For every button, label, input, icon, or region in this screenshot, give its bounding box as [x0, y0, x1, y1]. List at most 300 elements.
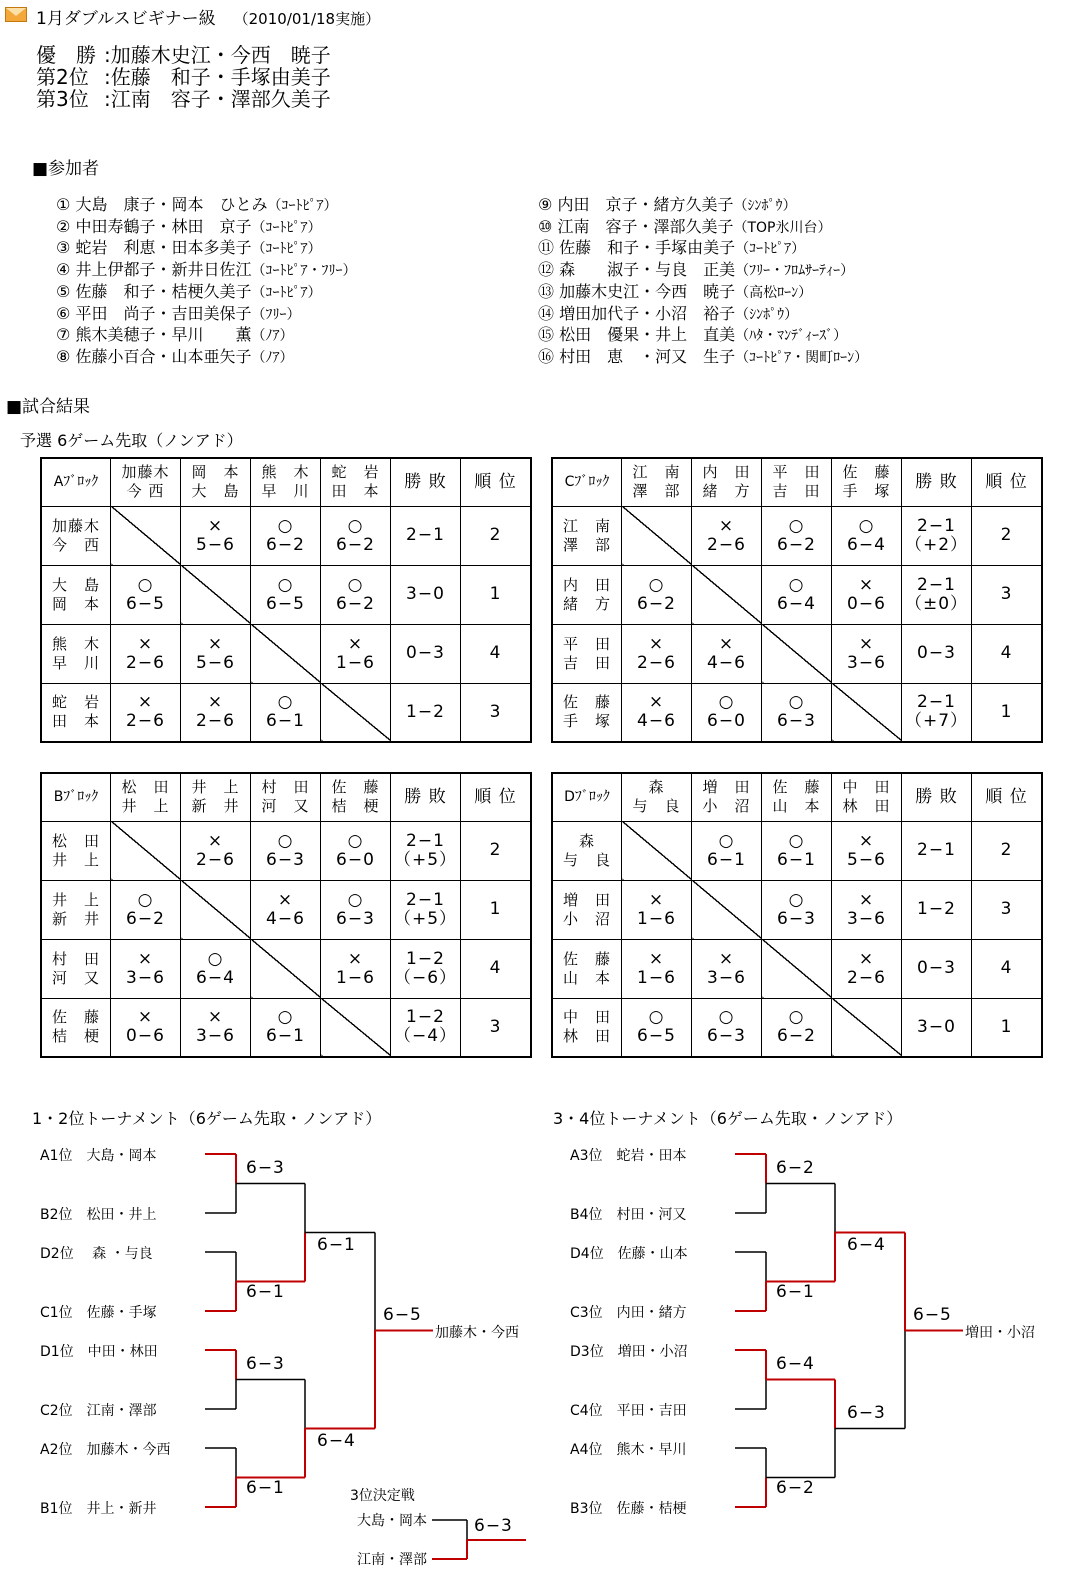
row-label-line2: 吉 田 — [562, 653, 611, 672]
team-header-line1: 増 田 — [702, 778, 751, 797]
third-place-entry: 大島・岡本 — [357, 1513, 427, 1529]
participant-number: ③ — [56, 238, 76, 258]
result-mark: × — [137, 633, 154, 654]
participants-heading: ■参加者 — [32, 159, 100, 179]
winner-names: 佐藤 和子・手塚由美子 — [110, 65, 331, 89]
result-score: 6−2 — [336, 593, 375, 614]
row-label-line1: 大 島 — [51, 575, 100, 594]
record-value: 3−0 — [917, 1016, 956, 1037]
result-mark: ○ — [347, 515, 364, 536]
result-mark: ○ — [277, 1007, 294, 1028]
team-header-line1: 蛇 岩 — [331, 463, 380, 482]
row-label-line1: 村 田 — [51, 949, 100, 968]
participant-number: ⑥ — [56, 303, 76, 323]
participant-names: 加藤木史江・今西 暁子 — [559, 281, 736, 301]
result-score: 6−2 — [266, 534, 305, 555]
participant-club: （ｺｰﾄﾋﾟｱ・関町ﾛｰﾝ） — [735, 349, 869, 366]
participant-names: 熊木美穂子・早川 薫 — [75, 325, 252, 345]
result-mark: ○ — [718, 1007, 735, 1028]
winner-rank: 第2位 — [36, 65, 89, 89]
result-mark: × — [718, 515, 735, 536]
record-value: 1−2 — [406, 701, 445, 722]
result-score: 1−6 — [637, 908, 676, 929]
bracket-champion: 加藤木・今西 — [435, 1324, 519, 1341]
team-header-line2: 与 良 — [632, 797, 681, 816]
block-name: Bﾌﾞﾛｯｸ — [41, 773, 111, 821]
winner-colon: : — [104, 43, 111, 67]
bracket-entry: A4位 熊木・早川 — [570, 1442, 687, 1458]
row-label-line2: 田 本 — [51, 712, 100, 731]
record-diff: （+5） — [393, 908, 458, 929]
team-header-line1: 内 田 — [702, 463, 751, 482]
third-place-entry: 江南・澤部 — [357, 1552, 427, 1568]
team-header-line1: 佐 藤 — [772, 778, 821, 797]
rank-cell: 2 — [972, 506, 1043, 565]
bracket-entry: C2位 江南・澤部 — [40, 1403, 157, 1419]
bracket-score: 6−5 — [383, 1304, 422, 1325]
participant-number: ⑩ — [538, 216, 558, 236]
participant-club: （ｺｰﾄﾋﾟｱ） — [251, 241, 322, 258]
result-score: 6−2 — [126, 908, 165, 929]
rank-cell: 4 — [461, 939, 532, 998]
bracket-entry: A2位 加藤木・今西 — [40, 1442, 171, 1458]
participant-number: ① — [56, 195, 76, 214]
bracket-score: 6−1 — [246, 1281, 285, 1302]
result-score: 3−6 — [847, 652, 886, 673]
result-mark: ○ — [277, 830, 294, 851]
winner-colon: : — [104, 87, 111, 111]
result-mark: × — [347, 948, 364, 969]
participant-club: （ﾌﾘｰ） — [251, 306, 301, 323]
participant-number: ⑬ — [538, 281, 560, 301]
result-mark: ○ — [347, 889, 364, 910]
participant-club: （ﾉｱ） — [251, 349, 294, 366]
participant-number: ⑤ — [56, 281, 76, 301]
record-diff: （−4） — [393, 1026, 458, 1047]
result-score: 6−0 — [707, 711, 746, 732]
participant-club: （ｼﾝﾎﾟｳ） — [733, 198, 797, 214]
page-title: 1月ダブルスビギナー級 （2010/01/18実施） — [36, 9, 381, 29]
rank-cell: 3 — [461, 683, 532, 742]
participant-names: 大島 康子・岡本 ひとみ — [75, 195, 268, 214]
result-mark: × — [137, 692, 154, 713]
bracket-entry: C3位 内田・緒方 — [570, 1305, 687, 1321]
bracket-score: 6−2 — [776, 1157, 815, 1178]
row-label-line1: 江 南 — [562, 516, 611, 535]
result-mark: × — [648, 889, 665, 910]
result-mark: ○ — [788, 889, 805, 910]
row-label-line1: 佐 藤 — [562, 693, 611, 712]
result-mark: × — [858, 633, 875, 654]
team-header-line1: 森 — [648, 778, 665, 797]
record-diff: （+7） — [904, 711, 969, 732]
participant-number: ⑮ — [538, 325, 560, 345]
result-mark: ○ — [347, 574, 364, 595]
result-mark: ○ — [648, 1007, 665, 1028]
participant-number: ⑪ — [538, 238, 560, 258]
result-score: 4−6 — [266, 908, 305, 929]
record-diff: （+5） — [393, 849, 458, 870]
result-score: 2−6 — [126, 711, 165, 732]
row-label-line1: 熊 木 — [51, 634, 100, 653]
rank-cell: 3 — [972, 565, 1043, 624]
record-value: 2−1 — [406, 525, 445, 545]
result-score: 6−4 — [847, 534, 886, 555]
result-mark: × — [137, 1007, 154, 1028]
result-score: 5−6 — [196, 534, 235, 555]
participant-names: 中田寿鶴子・林田 京子 — [75, 216, 252, 236]
row-label-line2: 澤 部 — [562, 535, 611, 554]
result-score: 4−6 — [637, 711, 676, 732]
row-label-line1: 佐 藤 — [562, 949, 611, 968]
team-header-line1: 岡 本 — [191, 463, 240, 482]
row-label-line1: 佐 藤 — [51, 1008, 100, 1027]
result-mark: ○ — [137, 574, 154, 595]
participant-names: 内田 京子・緒方久美子 — [557, 195, 734, 214]
team-header-line2: 吉 田 — [772, 482, 821, 501]
block-name: Cﾌﾞﾛｯｸ — [552, 458, 622, 506]
bracket-entry: A1位 大島・岡本 — [40, 1148, 157, 1164]
bracket-entry: D4位 佐藤・山本 — [570, 1246, 688, 1262]
participant-names: 佐藤小百合・山本亜矢子 — [75, 346, 252, 366]
bracket-entry: A3位 蛇岩・田本 — [570, 1148, 687, 1164]
result-score: 5−6 — [847, 849, 886, 870]
result-score: 3−6 — [847, 908, 886, 929]
row-label-line1: 加藤木 — [51, 516, 100, 535]
participant-club: （ｺｰﾄﾋﾟｱ） — [251, 284, 322, 301]
row-label-line1: 平 田 — [562, 634, 611, 653]
result-mark: × — [207, 515, 224, 536]
result-score: 2−6 — [707, 534, 746, 555]
participant-number: ⑧ — [56, 346, 76, 366]
result-mark: ○ — [277, 692, 294, 713]
team-header-line1: 井 上 — [191, 778, 240, 797]
result-score: 6−5 — [266, 593, 305, 614]
result-mark: ○ — [788, 515, 805, 536]
team-header-line2: 小 沼 — [702, 797, 751, 816]
winner-rank: 優 勝 — [36, 43, 96, 67]
result-score: 6−3 — [777, 908, 816, 929]
record-value: 3−0 — [406, 584, 445, 604]
team-header-line2: 新 井 — [191, 797, 240, 816]
participant-names: 増田加代子・小沼 裕子 — [559, 303, 736, 323]
result-mark: × — [858, 889, 875, 910]
bracket-score: 6−4 — [317, 1430, 356, 1451]
record-value: 2−1 — [406, 830, 445, 851]
result-score: 4−6 — [707, 652, 746, 673]
row-label-line1: 森 — [578, 831, 595, 850]
result-mark: ○ — [277, 574, 294, 595]
third-place-heading: 3位決定戦 — [350, 1488, 415, 1504]
participant-club: （ﾌﾘｰ・ﾌﾛﾑｻｰﾃｨｰ） — [735, 263, 855, 280]
result-mark: × — [207, 830, 224, 851]
bracket-score: 6−3 — [847, 1402, 886, 1423]
result-score: 6−5 — [637, 1026, 676, 1047]
result-score: 0−6 — [126, 1026, 165, 1047]
team-header-line2: 田 本 — [331, 482, 380, 501]
team-header-line2: 林 田 — [842, 797, 891, 816]
row-label-line1: 蛇 岩 — [51, 693, 100, 712]
row-label-line2: 今 西 — [51, 535, 100, 554]
bracket-entry: B4位 村田・河又 — [570, 1207, 687, 1223]
participant-names: 佐藤 和子・桔梗久美子 — [75, 281, 252, 301]
team-header-line1: 江 南 — [632, 463, 681, 482]
record-value: 2−1 — [406, 889, 445, 910]
participant-names: 江南 容子・澤部久美子 — [557, 216, 734, 236]
team-header-line1: 平 田 — [772, 463, 821, 482]
result-mark: ○ — [718, 692, 735, 713]
result-mark: ○ — [858, 515, 875, 536]
participant-club: （ｺｰﾄﾋﾟｱ・ﾌﾘｰ） — [251, 263, 357, 280]
team-header-line2: 桔 梗 — [331, 797, 380, 816]
team-header-line2: 澤 部 — [632, 482, 681, 501]
result-mark: × — [207, 1007, 224, 1028]
result-mark: ○ — [788, 574, 805, 595]
third-place-score: 6−3 — [474, 1516, 513, 1536]
rank-cell: 2 — [972, 821, 1043, 880]
record-diff: （±0） — [904, 593, 969, 614]
row-label-line2: 河 又 — [51, 968, 100, 987]
bracket-score: 6−1 — [246, 1477, 285, 1498]
result-mark: × — [718, 633, 735, 654]
bracket-score: 6−1 — [317, 1234, 356, 1255]
participant-names: 井上伊都子・新井日佐江 — [75, 260, 252, 280]
participant-names: 佐藤 和子・手塚由美子 — [559, 238, 736, 258]
result-score: 6−3 — [707, 1026, 746, 1047]
record-value: 2−1 — [917, 840, 956, 860]
bracket-entry: D3位 増田・小沼 — [570, 1344, 688, 1360]
record-diff: （+2） — [904, 534, 969, 555]
participant-club: （TOP氷川台） — [733, 219, 832, 236]
participant-number: ⑯ — [538, 346, 560, 366]
bracket-entry: B2位 松田・井上 — [40, 1207, 157, 1223]
result-mark: ○ — [718, 830, 735, 851]
row-label-line1: 中 田 — [562, 1008, 611, 1027]
bracket-score: 6−3 — [246, 1157, 285, 1178]
result-score: 2−6 — [126, 652, 165, 673]
row-label-line2: 緒 方 — [562, 594, 611, 613]
team-header-line1: 中 田 — [842, 778, 891, 797]
win-loss-header: 勝 敗 — [391, 773, 461, 821]
win-loss-header: 勝 敗 — [391, 458, 461, 506]
result-score: 6−5 — [126, 593, 165, 614]
team-header-line2: 大 島 — [191, 482, 240, 501]
rank-header: 順 位 — [972, 773, 1043, 821]
participant-club: （ﾊﾀ・ﾏﾝﾃﾞｨｰｽﾞ） — [735, 328, 848, 345]
team-header-line1: 佐 藤 — [842, 463, 891, 482]
result-score: 6−2 — [336, 534, 375, 555]
row-label-line2: 与 良 — [562, 850, 611, 869]
result-mark: ○ — [788, 1007, 805, 1028]
result-mark: × — [858, 574, 875, 595]
bracket-entry: C4位 平田・吉田 — [570, 1403, 687, 1419]
prelim-heading: 予選 6ゲーム先取（ノンアド） — [20, 431, 243, 450]
result-mark: ○ — [137, 889, 154, 910]
winner-names: 加藤木史江・今西 暁子 — [110, 43, 331, 67]
result-mark: × — [858, 948, 875, 969]
rank-cell: 4 — [972, 939, 1043, 998]
result-mark: × — [207, 692, 224, 713]
winner-rank: 第3位 — [36, 87, 89, 111]
record-value: 2−1 — [917, 515, 956, 536]
participant-names: 蛇岩 利恵・田本多美子 — [75, 238, 252, 258]
win-loss-header: 勝 敗 — [902, 458, 972, 506]
team-header-line2: 緒 方 — [702, 482, 751, 501]
result-mark: × — [858, 830, 875, 851]
bracket-score: 6−2 — [776, 1477, 815, 1498]
team-header-line1: 熊 木 — [261, 463, 310, 482]
rank-header: 順 位 — [972, 458, 1043, 506]
participant-number: ⑭ — [538, 303, 560, 323]
team-header-line1: 松 田 — [121, 778, 170, 797]
result-score: 6−1 — [266, 1026, 305, 1047]
participant-club: （ｺｰﾄﾋﾟｱ） — [267, 198, 338, 214]
block-name: Dﾌﾞﾛｯｸ — [552, 773, 622, 821]
team-header-line1: 加藤木 — [121, 463, 170, 482]
result-score: 2−6 — [637, 652, 676, 673]
result-score: 6−4 — [777, 593, 816, 614]
tournament34-heading: 3・4位トーナメント（6ゲーム先取・ノンアド） — [553, 1109, 903, 1128]
rank-cell: 1 — [972, 998, 1043, 1057]
win-loss-header: 勝 敗 — [902, 773, 972, 821]
record-value: 1−2 — [406, 1007, 445, 1028]
participant-club: （ｺｰﾄﾋﾟｱ） — [251, 219, 322, 236]
result-score: 6−1 — [777, 849, 816, 870]
result-score: 6−1 — [707, 849, 746, 870]
result-score: 6−3 — [777, 711, 816, 732]
rank-cell: 2 — [461, 506, 532, 565]
result-mark: ○ — [788, 830, 805, 851]
result-score: 6−0 — [336, 849, 375, 870]
record-value: 2−1 — [917, 574, 956, 595]
participant-club: （ｺｰﾄﾋﾟｱ） — [735, 241, 806, 258]
record-value: 0−3 — [917, 958, 956, 978]
rank-cell: 4 — [461, 624, 532, 683]
bracket-entry: D1位 中田・林田 — [40, 1344, 158, 1360]
result-mark: × — [718, 948, 735, 969]
result-score: 5−6 — [196, 652, 235, 673]
team-header-line2: 手 塚 — [842, 482, 891, 501]
rank-cell: 4 — [972, 624, 1043, 683]
result-mark: ○ — [648, 574, 665, 595]
row-label-line1: 内 田 — [562, 575, 611, 594]
result-mark: × — [137, 948, 154, 969]
record-value: 1−2 — [917, 899, 956, 919]
team-header-line1: 佐 藤 — [331, 778, 380, 797]
result-score: 6−2 — [637, 593, 676, 614]
bracket-entry: D2位 森 ・与良 — [40, 1246, 153, 1262]
event-date: （2010/01/18実施） — [233, 10, 381, 28]
bracket-entry: B3位 佐藤・桔梗 — [570, 1501, 687, 1517]
row-label-line2: 小 沼 — [562, 909, 611, 928]
participant-number: ⑨ — [538, 195, 558, 214]
row-label-line2: 新 井 — [51, 909, 100, 928]
result-score: 0−6 — [847, 593, 886, 614]
result-score: 6−2 — [777, 1026, 816, 1047]
row-label-line2: 桔 梗 — [51, 1027, 100, 1046]
winner-colon: : — [104, 65, 111, 89]
participant-number: ④ — [56, 260, 76, 280]
rank-header: 順 位 — [461, 458, 532, 506]
record-value: 2−1 — [917, 692, 956, 713]
result-mark: × — [648, 692, 665, 713]
result-score: 1−6 — [336, 652, 375, 673]
row-label-line2: 早 川 — [51, 653, 100, 672]
result-score: 1−6 — [336, 967, 375, 988]
row-label-line1: 増 田 — [562, 890, 611, 909]
participant-names: 村田 恵 ・河又 生子 — [559, 346, 736, 366]
results-heading: ■試合結果 — [6, 397, 91, 417]
result-score: 2−6 — [196, 711, 235, 732]
result-mark: ○ — [788, 692, 805, 713]
winner-names: 江南 容子・澤部久美子 — [110, 87, 331, 111]
rank-cell: 1 — [461, 565, 532, 624]
result-score: 3−6 — [707, 967, 746, 988]
result-mark: × — [648, 633, 665, 654]
team-header-line2: 井 上 — [121, 797, 170, 816]
result-score: 2−6 — [196, 849, 235, 870]
row-label-line2: 林 田 — [562, 1027, 611, 1046]
result-mark: × — [207, 633, 224, 654]
record-value: 1−2 — [406, 948, 445, 969]
team-header-line2: 早 川 — [261, 482, 310, 501]
block-name: Aﾌﾞﾛｯｸ — [41, 458, 111, 506]
result-mark: × — [277, 889, 294, 910]
row-label-line2: 山 本 — [562, 968, 611, 987]
bracket-entry: B1位 井上・新井 — [40, 1501, 157, 1517]
result-score: 6−3 — [336, 908, 375, 929]
participant-names: 平田 尚子・吉田美保子 — [75, 303, 252, 323]
result-score: 2−6 — [847, 967, 886, 988]
row-label-line1: 井 上 — [51, 890, 100, 909]
participant-names: 松田 優果・井上 直美 — [559, 325, 736, 345]
record-value: 0−3 — [917, 643, 956, 663]
rank-cell: 3 — [461, 998, 532, 1057]
participant-number: ② — [56, 216, 76, 236]
bracket-score: 6−5 — [913, 1304, 952, 1325]
row-label-line2: 井 上 — [51, 850, 100, 869]
row-label-line1: 松 田 — [51, 831, 100, 850]
participant-number: ⑦ — [56, 325, 76, 345]
result-score: 6−4 — [196, 967, 235, 988]
rank-header: 順 位 — [461, 773, 532, 821]
result-score: 6−1 — [266, 711, 305, 732]
row-label-line2: 岡 本 — [51, 594, 100, 613]
participant-club: （ﾉｱ） — [251, 328, 294, 345]
participant-names: 森 淑子・与良 正美 — [559, 260, 736, 280]
result-mark: ○ — [277, 515, 294, 536]
bracket-score: 6−4 — [776, 1353, 815, 1374]
rank-cell: 1 — [461, 880, 532, 939]
record-value: 0−3 — [406, 643, 445, 663]
bracket-score: 6−4 — [847, 1234, 886, 1255]
result-score: 1−6 — [637, 967, 676, 988]
rank-cell: 1 — [972, 683, 1043, 742]
participant-number: ⑫ — [538, 260, 560, 280]
bracket-champion: 増田・小沼 — [965, 1324, 1035, 1341]
bracket-score: 6−1 — [776, 1281, 815, 1302]
team-header-line2: 河 又 — [261, 797, 310, 816]
tournament12-heading: 1・2位トーナメント（6ゲーム先取・ノンアド） — [32, 1109, 382, 1128]
team-header-line2: 山 本 — [772, 797, 821, 816]
result-score: 3−6 — [196, 1026, 235, 1047]
result-mark: × — [648, 948, 665, 969]
team-header-line1: 村 田 — [261, 778, 310, 797]
result-score: 6−2 — [777, 534, 816, 555]
rank-cell: 3 — [972, 880, 1043, 939]
result-mark: ○ — [207, 948, 224, 969]
participant-club: （高松ﾛｰﾝ） — [735, 284, 813, 301]
